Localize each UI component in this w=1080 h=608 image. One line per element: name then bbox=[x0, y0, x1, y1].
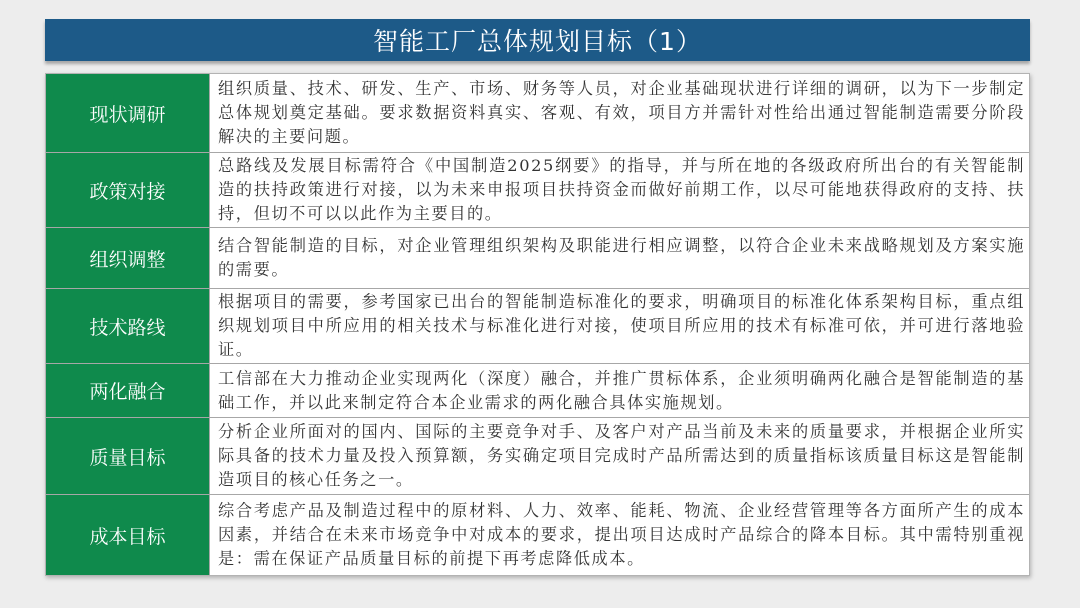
row-description: 综合考虑产品及制造过程中的原材料、人力、效率、能耗、物流、企业经营管理等各方面所产生的成本因素，并结合在未来市场竞争中对成本的要求，提出项目达成时产品综合的降本目标。其中需特别重视是：需在保证产品质量目标的前提下再考虑降低成本。 bbox=[218, 501, 1025, 568]
table-row bbox=[46, 74, 1029, 153]
row-label: 技术路线 bbox=[46, 289, 210, 363]
goals-table bbox=[45, 73, 1030, 576]
row-description: 组织质量、技术、研发、生产、市场、财务等人员，对企业基础现状进行详细的调研，以为下一步制定总体规划奠定基础。要求数据资料真实、客观、有效，项目方并需针对性给出通过智能制造需要分阶段解决的主要问题。 bbox=[218, 79, 1025, 146]
row-label: 政策对接 bbox=[46, 153, 210, 227]
row-description: 结合智能制造的目标，对企业管理组织架构及职能进行相应调整，以符合企业未来战略规划及方案实施的需要。 bbox=[218, 236, 1025, 279]
title-bar bbox=[45, 19, 1030, 61]
table-row bbox=[46, 364, 1029, 418]
table-row bbox=[46, 153, 1029, 228]
row-description: 工信部在大力推动企业实现两化（深度）融合，并推广贯标体系，企业须明确两化融合是智能制造的基础工作，并以此来制定符合本企业需求的两化融合具体实施规划。 bbox=[218, 368, 1025, 412]
row-label: 组织调整 bbox=[46, 228, 210, 288]
table-row bbox=[46, 418, 1029, 495]
row-label: 现状调研 bbox=[46, 74, 210, 152]
page-title: 智能工厂总体规划目标（1） bbox=[373, 27, 702, 56]
row-label: 成本目标 bbox=[46, 495, 210, 575]
table-row bbox=[46, 228, 1029, 289]
table-row bbox=[46, 289, 1029, 364]
row-label: 质量目标 bbox=[46, 418, 210, 494]
row-description: 总路线及发展目标需符合《中国制造2025纲要》的指导，并与所在地的各级政府所出台的有关智能制造的扶持政策进行对接，以为未来申报项目扶持资金而做好前期工作，以尽可能地获得政府的支持、扶持，但切不可以以此作为主要目的。 bbox=[218, 156, 1025, 223]
table-row bbox=[46, 495, 1029, 575]
row-label: 两化融合 bbox=[46, 364, 210, 417]
row-description: 分析企业所面对的国内、国际的主要竞争对手、及客户对产品当前及未来的质量要求，并根据企业所实际具备的技术力量及投入预算额，务实确定项目完成时产品所需达到的质量指标该质量目标这是智能制造项目的核心任务之一。 bbox=[218, 422, 1025, 489]
row-description: 根据项目的需要，参考国家已出台的智能制造标准化的要求，明确项目的标准化体系架构目标，重点组织规划项目中所应用的相关技术与标准化进行对接，使项目所应用的技术有标准可依，并可进行落地验证。 bbox=[218, 292, 1025, 359]
